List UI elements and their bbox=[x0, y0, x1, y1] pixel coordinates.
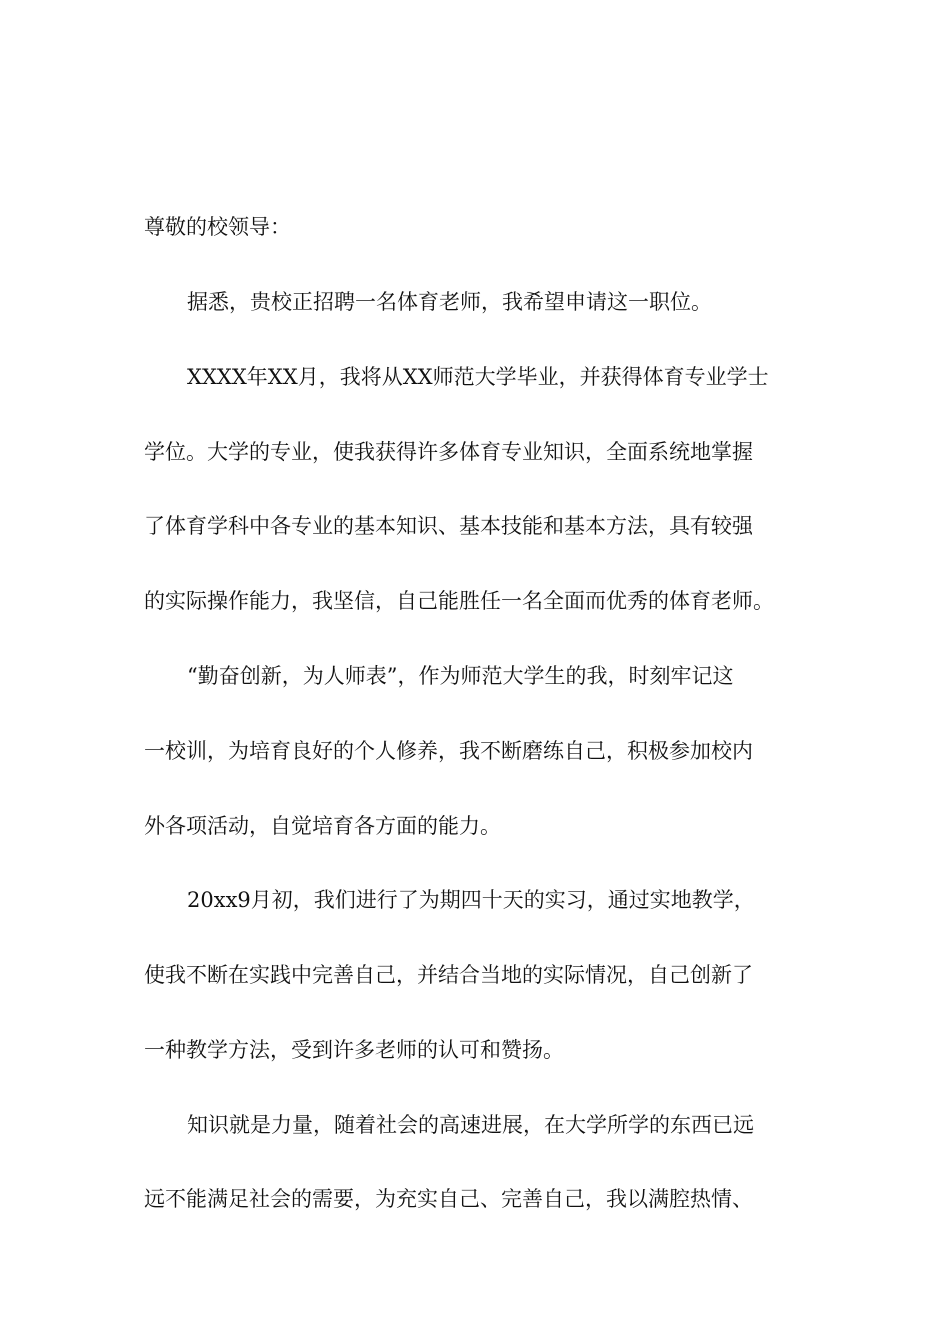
paragraph-2-line-1: XXXX年XX月，我将从XX师范大学毕业，并获得体育专业学士 bbox=[187, 365, 769, 389]
salutation: 尊敬的校领导： bbox=[144, 215, 291, 239]
paragraph-3-line-2: 一校训，为培育良好的个人修养，我不断磨练自己，积极参加校内 bbox=[144, 739, 753, 763]
paragraph-3-line-3: 外各项活动，自觉培育各方面的能力。 bbox=[144, 814, 501, 838]
paragraph-2-line-3: 了体育学科中各专业的基本知识、基本技能和基本方法，具有较强 bbox=[144, 514, 753, 538]
paragraph-4-line-3: 一种教学方法，受到许多老师的认可和赞扬。 bbox=[144, 1038, 564, 1062]
paragraph-4-line-2: 使我不断在实践中完善自己，并结合当地的实际情况，自己创新了 bbox=[144, 963, 753, 987]
paragraph-2-line-2: 学位。大学的专业，使我获得许多体育专业知识，全面系统地掌握 bbox=[144, 440, 753, 464]
paragraph-1-line-1: 据悉，贵校正招聘一名体育老师，我希望申请这一职位。 bbox=[187, 290, 712, 314]
paragraph-3-line-1: “勤奋创新，为人师表”，作为师范大学生的我，时刻牢记这 bbox=[187, 664, 734, 688]
paragraph-5-line-1: 知识就是力量，随着社会的高速进展，在大学所学的东西已远 bbox=[187, 1113, 754, 1137]
paragraph-2-line-4: 的实际操作能力，我坚信，自己能胜任一名全面而优秀的体育老师。 bbox=[144, 589, 774, 613]
paragraph-4-line-1: 20xx9月初，我们进行了为期四十天的实习，通过实地教学， bbox=[187, 888, 755, 912]
paragraph-5-line-2: 远不能满足社会的需要，为充实自己、完善自己，我以满腔热情、 bbox=[144, 1187, 753, 1211]
